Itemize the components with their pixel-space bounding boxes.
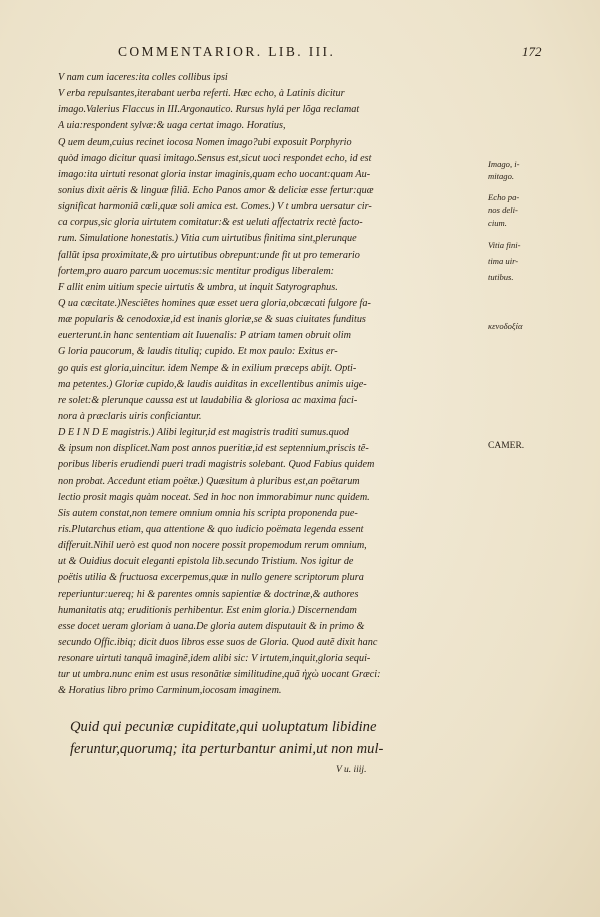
text-line: poribus liberis erudiendi pueri tradi magistris solebant. Quod Fabius quidem	[58, 459, 375, 471]
margin-note: Imago, i-	[488, 159, 520, 169]
text-line: non probat. Accedunt etiam poëtæ.) Quæsitum à pluribus est,an poëtarum	[58, 475, 360, 487]
margin-note: Vitia fini-	[488, 240, 521, 250]
text-line: ca corpus,sic gloria uirtutem comitatur:& est ueluti affectatrix rectè facto-	[58, 217, 363, 229]
text-line: rum. Simulatione honestatis.) Vitia cum uirtutibus finitima sint,plerunque	[58, 233, 357, 245]
running-head: COMMENTARIOR. LIB. III.	[118, 44, 336, 59]
text-line: lectio prosit magis quàm noceat. Sed in hoc non immorabimur nunc quidem.	[58, 491, 370, 503]
text-line: nora à præclaris uiris conficiantur.	[58, 410, 202, 422]
text-line: significat harmoniã cœli,quæ soli amica est. Comes.) V t umbra uersatur cir-	[58, 201, 372, 213]
text-line: V nam cum iaceres:ita colles collibus ipsi	[58, 72, 228, 83]
text-line: secundo Offic.ibiq; dicit duos libros esse suos de Gloria. Quod autẽ dixit hanc	[58, 636, 378, 648]
text-line: Sis autem constat,non temere omnium omnia his scripta proponenda pue-	[58, 507, 358, 519]
text-line: ma petentes.) Gloriæ cupido,& laudis auiditas in excellentibus animis uige-	[58, 378, 367, 390]
margin-note: CAMER.	[488, 441, 525, 451]
text-line: imago.Valerius Flaccus in III.Argonautico. Rursus hylá per lõga reclamat	[58, 104, 360, 116]
text-line: fortem,pro auaro parcum uocemus:sic mentitur prodigus liberalem:	[58, 265, 335, 277]
text-line: Q ua cæcitate.)Nesciẽtes homines quæ esset uera gloria,obcæcati fulgore fa-	[58, 297, 371, 309]
text-line: humanitatis atq; eruditionis perhibentur. Est enim gloria.) Discernendam	[58, 604, 357, 616]
page-number: 172	[522, 44, 542, 59]
text-line: euerterunt.in hanc sententiam ait Iuuenalis: P atriam tamen obruit olim	[58, 330, 351, 342]
text-line: G loria paucorum, & laudis tituliq; cupido. Et mox paulo: Exitus er-	[58, 346, 338, 358]
main-text-line: Quid qui pecuniæ cupiditate,qui uoluptatum libidine	[70, 719, 377, 735]
text-line: resonare uirtuti tanquã imaginẽ,idem alibi sic: V irtutem,inquit,gloria sequi-	[58, 653, 371, 665]
text-line: A uia:respondent sylvæ:& uaga certat imago. Horatius,	[58, 120, 286, 132]
text-line: quòd imago dicitur quasi imitago.Sensus est,sicut uoci respondet echo, id est	[58, 152, 372, 164]
text-line: & Horatius libro primo Carminum,iocosam imaginem.	[58, 685, 282, 697]
text-line: imago:ita uirtuti resonat gloria instar imaginis,quam echo uocant:quam Au-	[58, 168, 371, 180]
margin-note: nos deli-	[488, 205, 518, 215]
text-line: differuit.Nihil uerò est quod non nocere possit propemodum rerum omnium,	[58, 540, 367, 552]
margin-note: cium.	[488, 218, 507, 228]
margin-note: Echo pa-	[488, 192, 520, 202]
page-header	[0, 44, 600, 64]
text-line: reperiuntur:uereq; hi & parentes omnis sapientiæ & doctrinæ,& authores	[58, 588, 359, 600]
text-line: esse docet ueram gloriam à uana.De gloria autem disputauit & in primo &	[58, 620, 365, 632]
text-line: sonius dixit aëris & linguæ filiã. Echo Panos amor & deliciæ esse fertur:quæ	[58, 184, 374, 196]
margin-note: tutibus.	[488, 272, 514, 282]
text-line: Q uem deum,cuius recinet iocosa Nomen imago?ubi exposuit Porphyrio	[58, 136, 352, 148]
signature-mark: V u. iiij.	[336, 765, 367, 775]
margin-note: κενοδοξία	[488, 321, 523, 331]
main-text-line: feruntur,quorumq; ita perturbantur animi,ut non mul-	[70, 741, 384, 757]
text-line: F allit enim uitium specie uirtutis & umbra, ut inquit Satyrographus.	[58, 281, 338, 293]
text-line: ris.Plutarchus etiam, qua attentione & quo iudicio poëmata legenda essent	[58, 523, 364, 535]
commentary-text	[58, 70, 476, 699]
text-line: re solet:& plerunque caussa est ut laudabilia & gloriosa ac maxima faci-	[58, 394, 358, 406]
text-line: poëtis utilia & fructuosa excerpemus,quæ in nullo genere scriptorum plura	[58, 572, 364, 584]
text-line: tur ut umbra.nunc enim est usus resonãtiæ similitudine,quã ἠχὼ uocant Græci:	[58, 669, 381, 681]
margin-note: mitago.	[488, 171, 515, 181]
text-line: ut & Ouidius docuit eleganti epistola lib.secundo Tristium. Nos igitur de	[58, 556, 354, 568]
text-line: mæ popularis & cenodoxiæ,id est inanis gloriæ,se & suas ciuitates funditus	[58, 314, 366, 326]
text-line: & ipsum non displicet.Nam post annos pueritiæ,id est septennium,priscis tẽ-	[58, 443, 369, 455]
margin-note: tima uir-	[488, 256, 519, 266]
text-line: fallũt ipsa proximitate,& pro uirtutibus obrepunt:unde fit ut pro temerario	[58, 249, 360, 261]
text-line: go quis est gloria,uincitur. idem Nempe & in exilium præceps abijt. Opti-	[58, 362, 357, 374]
text-line: V erba repulsantes,iterabant uerba referti. Hæc echo, à Latinis dicitur	[58, 88, 345, 100]
text-line: D E I N D E magistris.) Alibi legitur,id est magistris traditi sumus.quod	[58, 427, 350, 439]
